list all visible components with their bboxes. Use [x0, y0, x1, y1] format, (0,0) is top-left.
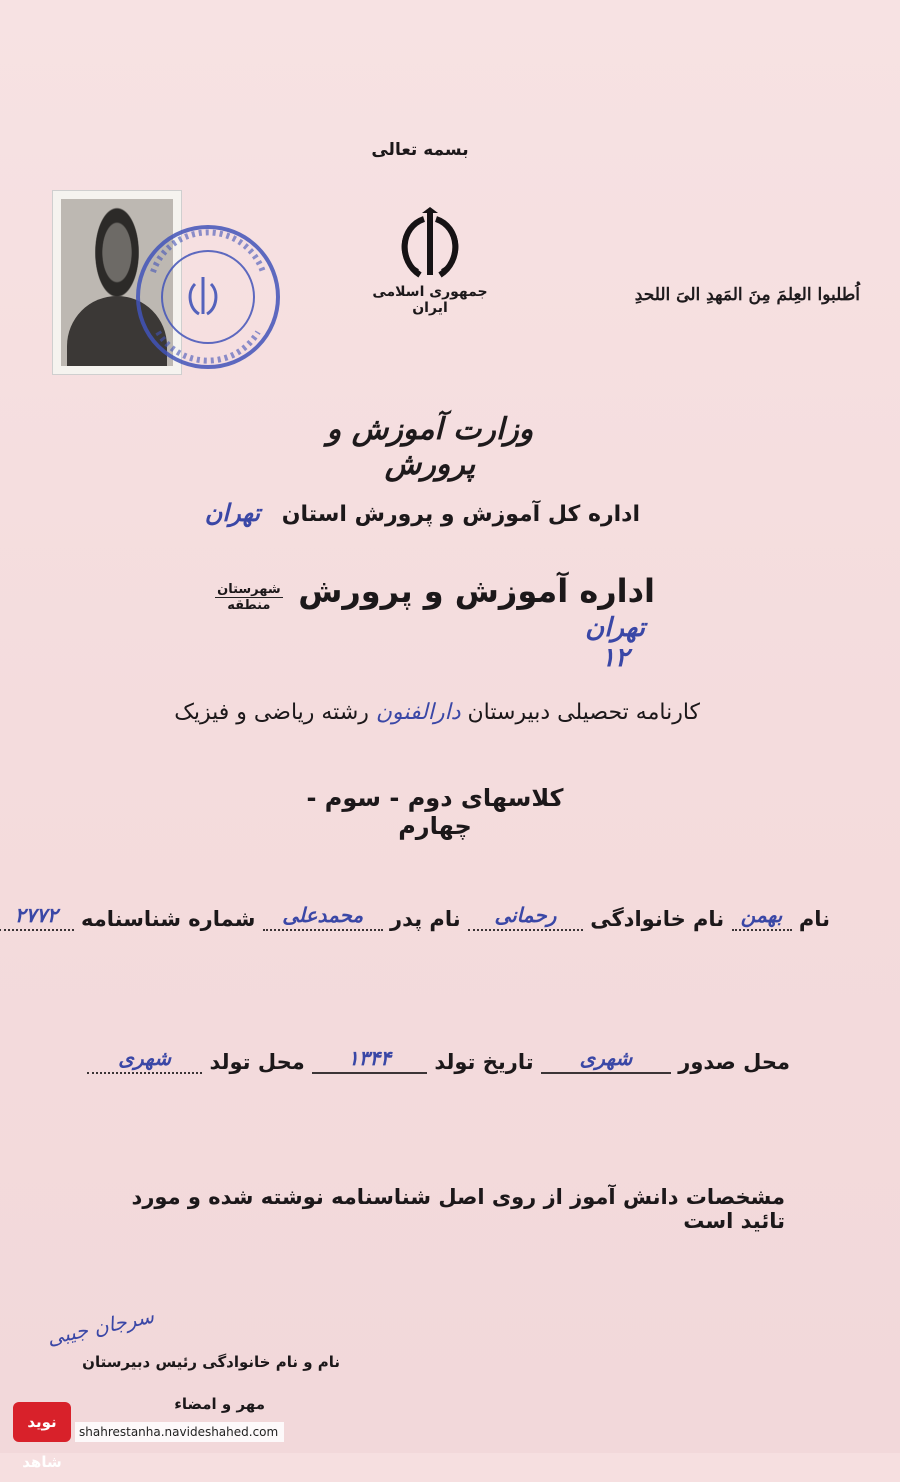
father-name-value: محمدعلی — [282, 903, 364, 927]
family-name-label: نام خانوادگی — [590, 907, 725, 931]
city-label: شهرستان — [217, 582, 281, 597]
city-value: تهران — [585, 613, 645, 643]
id-number-value: ۲۷۷۲ — [14, 903, 58, 927]
family-name-field — [468, 903, 583, 931]
principal-name-label: نام و نام خانوادگی رئیس دبیرستان — [82, 1353, 340, 1371]
city-district-values — [585, 613, 645, 673]
school-seal-icon — [133, 222, 283, 372]
watermark-url: shahrestanha.navideshahed.com — [75, 1422, 284, 1442]
first-name-label: نام — [798, 907, 830, 931]
id-number-field — [0, 903, 74, 931]
report-suffix: رشته ریاضی و فیزیک — [174, 700, 369, 725]
department-label: اداره آموزش و پرورش — [298, 572, 655, 610]
district-value: ۱۲ — [601, 643, 630, 673]
province-office-line — [180, 498, 640, 527]
report-prefix: کارنامه تحصیلی دبیرستان — [467, 700, 700, 725]
issue-place-field — [541, 1046, 671, 1074]
id-number-label: شماره شناسنامه — [81, 907, 256, 931]
city-district-stack — [215, 582, 283, 613]
father-name-label: نام پدر — [390, 907, 461, 931]
classes-line: کلاسهای دوم - سوم - چهارم — [306, 784, 564, 840]
confirmation-statement: مشخصات دانش آموز از روی اصل شناسنامه نوشته شده و مورد تائید است — [131, 1185, 785, 1233]
seal-signature-label: مهر و امضاء — [174, 1395, 265, 1413]
navideshahed-logo-icon: نوید شاهد — [13, 1402, 71, 1442]
father-name-field — [263, 903, 383, 931]
hadith-text: اُطلبوا العِلمَ مِنَ المَهدِ الیَ اللحدِ — [634, 285, 860, 305]
family-name-value: رحمانی — [494, 903, 557, 927]
birth-place-value: شهری — [118, 1046, 171, 1070]
province-office-label: اداره کل آموزش و پرورش استان — [281, 502, 640, 527]
issue-place-label: محل صدور — [678, 1050, 790, 1074]
birth-date-value: ۱۳۴۴ — [348, 1046, 392, 1070]
school-name-value: دارالفنون — [375, 700, 461, 725]
ministry-title: وزارت آموزش و پرورش — [326, 412, 534, 482]
birth-place-label: محل تولد — [209, 1050, 305, 1074]
site-watermark — [13, 1400, 279, 1471]
principal-signature: سرجان جیبی — [44, 1303, 156, 1350]
birth-date-field — [312, 1046, 427, 1074]
first-name-field — [732, 903, 792, 931]
province-office-value: تهران — [204, 498, 261, 527]
birth-date-label: تاریخ تولد — [434, 1050, 534, 1074]
report-title-line — [170, 700, 700, 725]
emblem-caption: جمهوری اسلامی ایران — [372, 284, 488, 316]
identity-row-1 — [14, 903, 830, 931]
district-label: منطقه — [227, 598, 271, 613]
department-line — [165, 572, 655, 673]
identity-row-2 — [80, 1046, 790, 1074]
issue-place-value: شهری — [579, 1046, 633, 1070]
basmala-heading: بسمه تعالی — [371, 140, 469, 160]
iran-emblem-icon — [380, 205, 480, 285]
first-name-value: بهمن — [740, 903, 783, 927]
birth-place-field — [87, 1046, 202, 1074]
